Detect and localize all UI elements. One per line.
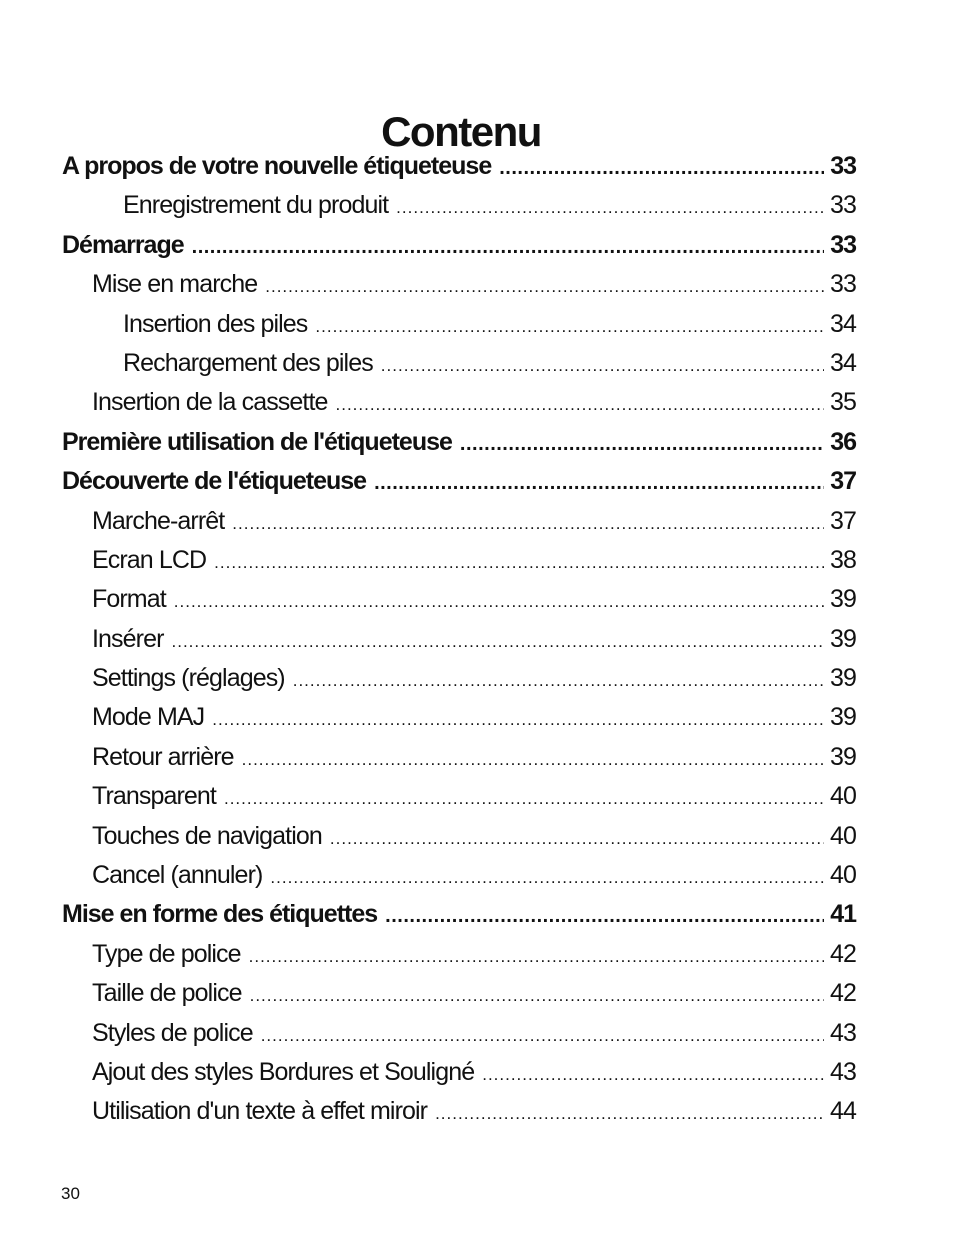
toc-dot-leader [499,149,824,188]
toc-entry[interactable] [62,856,856,895]
toc-dot-leader [250,976,824,1015]
toc-dot-leader [381,346,824,385]
toc-dot-leader [212,700,824,739]
page-title: Contenu [381,108,541,156]
toc-dot-leader [232,504,824,543]
toc-entry-label: Ecran LCD [92,545,207,574]
toc-entry[interactable] [62,935,856,974]
toc-entry-page: 39 [829,742,856,771]
toc-entry-label: Format [92,585,166,614]
toc-entry-label: Marche-arrêt [92,506,225,535]
toc-entry-page: 42 [829,979,856,1008]
toc-entry-page: 43 [829,1057,856,1086]
toc-entry-page: 41 [830,900,856,929]
toc-entry-page: 33 [829,270,856,299]
toc-entry[interactable] [62,738,856,777]
toc-entry-page: 34 [829,309,856,338]
toc-dot-leader [265,267,824,306]
toc-entry[interactable] [62,777,856,816]
toc-dot-leader [174,582,824,621]
toc-entry-label: Enregistrement du produit [123,191,389,220]
toc-entry[interactable] [62,226,856,265]
toc-entry-page: 33 [830,230,856,259]
toc-dot-leader [336,385,824,424]
toc-entry-page: 44 [829,1097,856,1126]
toc-entry-page: 40 [829,861,856,890]
toc-entry[interactable] [62,383,856,422]
toc-dot-leader [330,819,824,858]
toc-entry[interactable] [62,502,856,541]
toc-dot-leader [385,897,824,936]
toc-entry[interactable] [62,423,856,462]
toc-dot-leader [435,1094,824,1133]
toc-entry-page: 40 [829,782,856,811]
toc-entry-page: 37 [830,467,856,496]
toc-entry-page: 39 [829,585,856,614]
toc-entry[interactable] [62,895,856,934]
toc-entry[interactable] [62,462,856,501]
toc-dot-leader [172,622,824,661]
toc-entry-label: Mise en marche [92,270,258,299]
toc-dot-leader [270,858,824,897]
toc-entry[interactable] [62,186,856,225]
toc-dot-leader [224,779,824,818]
toc-entry-label: Mode MAJ [92,703,205,732]
toc-entry-page: 39 [829,703,856,732]
table-of-contents [62,147,856,1132]
toc-entry-label: Type de police [92,939,241,968]
toc-entry-label: Insertion de la cassette [92,388,328,417]
toc-entry-label: Insertion des piles [123,309,308,338]
toc-entry-page: 39 [829,624,856,653]
toc-dot-leader [293,661,824,700]
toc-entry-label: Démarrage [62,230,184,259]
toc-entry-label: Découverte de l'étiqueteuse [62,467,367,496]
toc-entry-label: Settings (réglages) [92,664,285,693]
toc-entry-label: Utilisation d'un texte à effet miroir [92,1097,428,1126]
toc-dot-leader [214,543,824,582]
toc-entry-label: Cancel (annuler) [92,861,263,890]
toc-entry[interactable] [62,1053,856,1092]
toc-entry-label: Mise en forme des étiquettes [62,900,378,929]
toc-entry-label: Retour arrière [92,742,234,771]
toc-dot-leader [315,307,824,346]
toc-dot-leader [242,740,824,779]
toc-entry[interactable] [62,974,856,1013]
toc-entry-page: 34 [829,348,856,377]
toc-entry[interactable] [62,1092,856,1131]
toc-entry[interactable] [62,147,856,186]
toc-entry-label: Touches de navigation [92,821,322,850]
toc-entry-label: Ajout des styles Bordures et Souligné [92,1057,475,1086]
toc-entry-page: 42 [829,939,856,968]
toc-entry[interactable] [62,580,856,619]
toc-dot-leader [482,1055,824,1094]
toc-dot-leader [396,188,824,227]
toc-dot-leader [261,1016,824,1055]
toc-entry-label: Transparent [92,782,216,811]
toc-dot-leader [249,937,824,976]
toc-entry-page: 39 [829,664,856,693]
toc-entry-label: Rechargement des piles [123,348,373,377]
toc-entry-page: 33 [830,152,856,180]
toc-dot-leader [374,464,824,503]
toc-entry-label: Première utilisation de l'étiqueteuse [62,427,452,456]
toc-dot-leader [192,228,825,267]
toc-entry[interactable] [62,344,856,383]
toc-entry-label: Taille de police [92,979,242,1008]
toc-dot-leader [460,425,824,464]
toc-entry[interactable] [62,659,856,698]
toc-entry-page: 38 [829,545,856,574]
toc-entry[interactable] [62,305,856,344]
toc-entry[interactable] [62,265,856,304]
toc-entry-page: 43 [829,1018,856,1047]
toc-entry[interactable] [62,698,856,737]
toc-entry[interactable] [62,1014,856,1053]
toc-entry[interactable] [62,817,856,856]
toc-entry-page: 36 [830,427,856,456]
toc-entry-page: 33 [829,191,856,220]
toc-entry[interactable] [62,620,856,659]
toc-entry-label: A propos de votre nouvelle étiqueteuse [62,152,492,180]
page-number: 30 [61,1184,80,1203]
toc-entry-label: Insérer [92,624,164,653]
toc-entry[interactable] [62,541,856,580]
toc-entry-label: Styles de police [92,1018,253,1047]
toc-entry-page: 37 [829,506,856,535]
toc-entry-page: 35 [829,388,856,417]
toc-entry-page: 40 [829,821,856,850]
